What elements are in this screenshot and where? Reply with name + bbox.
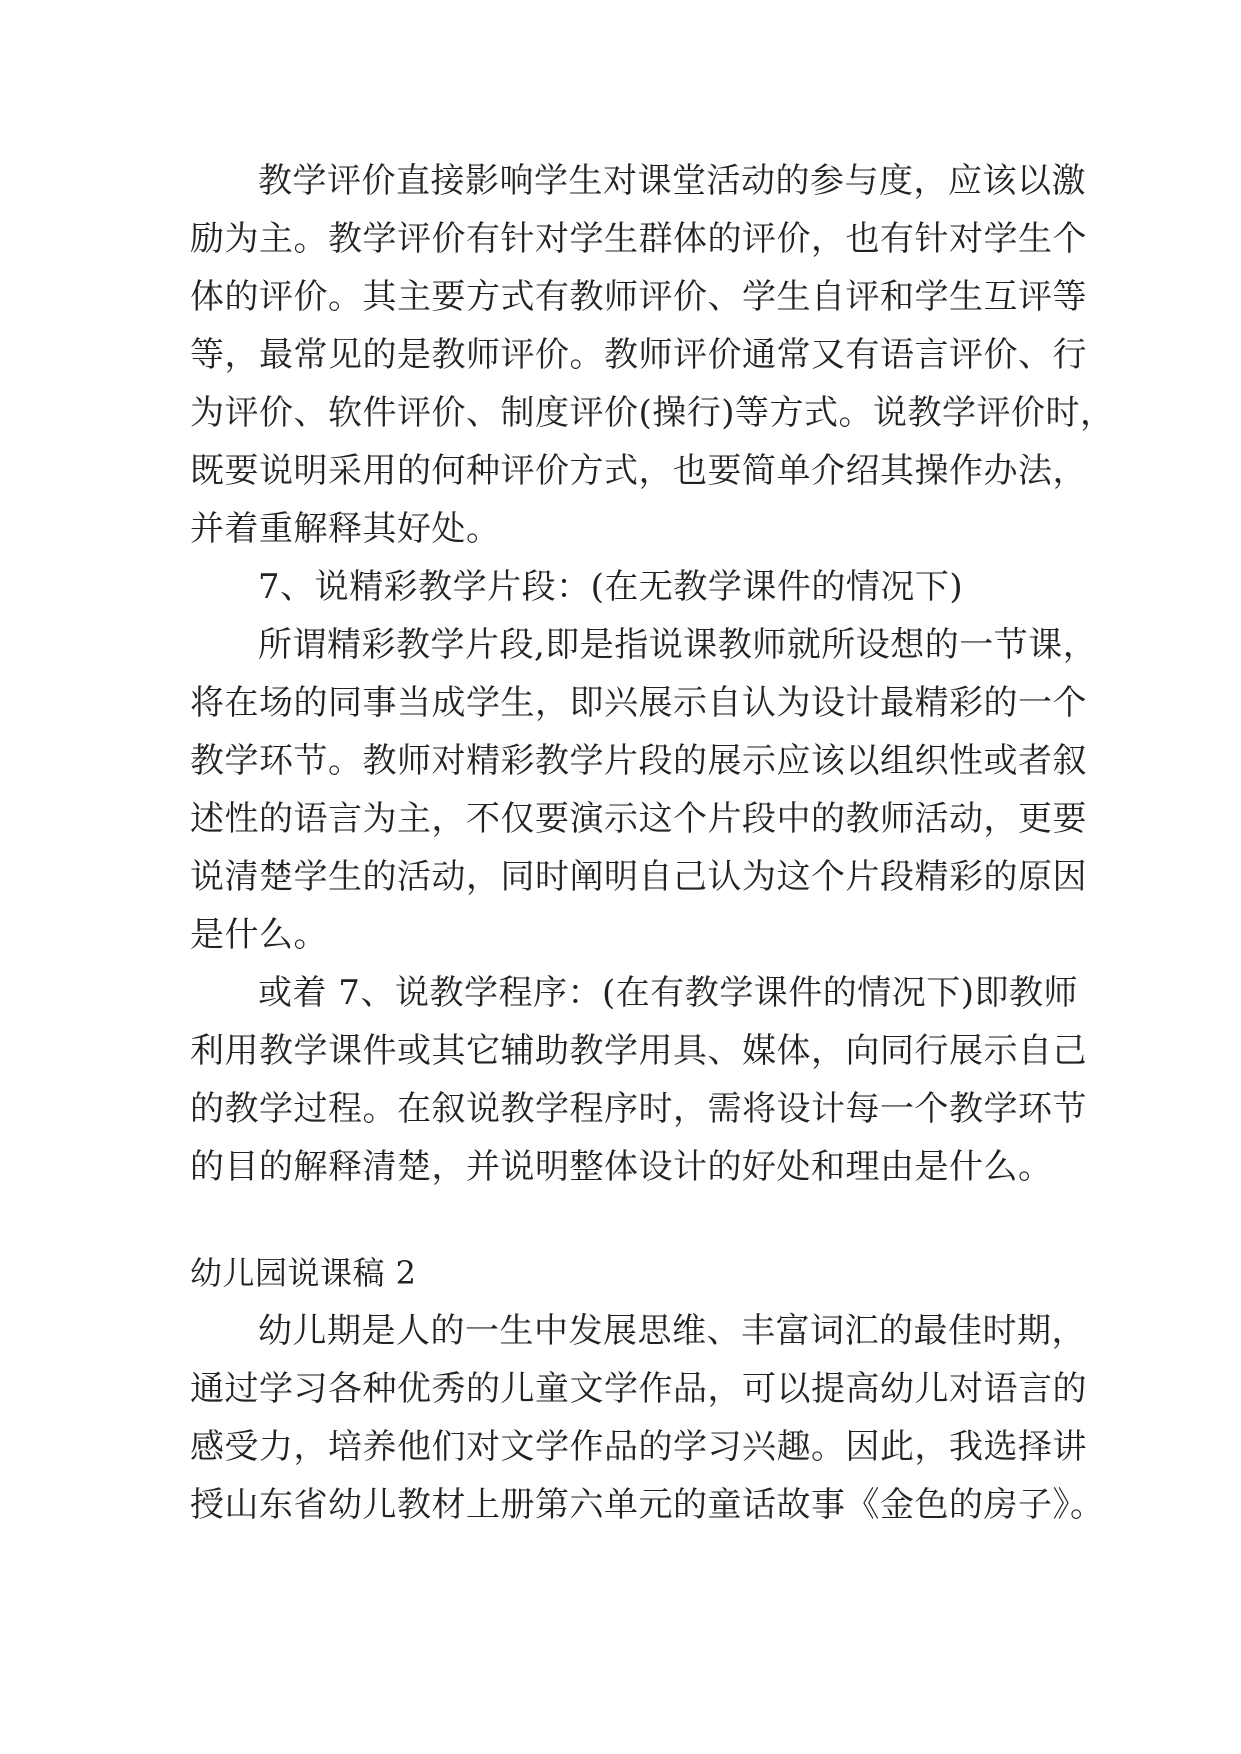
text-line: 授山东省幼儿教材上册第六单元的童话故事《金色的房子》。 — [190, 1485, 1105, 1525]
text-line: 为评价、软件评价、制度评价(操行)等方式。说教学评价时， — [190, 393, 1115, 433]
paragraph-lesson-intro — [190, 1302, 1105, 1534]
text-line: 或着 7、说教学程序：(在有教学课件的情况下)即教师 — [258, 973, 1078, 1013]
text-line: 的目的解释清楚，并说明整体设计的好处和理由是什么。 — [190, 1147, 1053, 1187]
paragraph-highlight-segment — [190, 616, 1098, 964]
text-line: 励为主。教学评价有针对学生群体的评价，也有针对学生个 — [190, 219, 1087, 259]
text-line: 通过学习各种优秀的儿童文学作品，可以提高幼儿对语言的 — [190, 1369, 1087, 1409]
text-line: 幼儿期是人的一生中发展思维、丰富词汇的最佳时期， — [258, 1311, 1086, 1351]
paragraph-section-7-title — [190, 558, 1070, 616]
text-line: 既要说明采用的何种评价方式，也要简单介绍其操作办法， — [190, 451, 1087, 491]
text-line: 并着重解释其好处。 — [190, 509, 501, 549]
section-heading: 幼儿园说课稿 2 — [190, 1254, 417, 1292]
paragraph-teaching-procedure — [190, 964, 1087, 1196]
text-line: 教学评价直接影响学生对课堂活动的参与度，应该以激 — [258, 161, 1086, 201]
text-line: 等，最常见的是教师评价。教师评价通常又有语言评价、行 — [190, 335, 1087, 375]
text-line: 感受力，培养他们对文学作品的学习兴趣。因此，我选择讲 — [190, 1427, 1087, 1467]
text-line: 的教学过程。在叙说教学程序时，需将设计每一个教学环节 — [190, 1089, 1087, 1129]
text-line: 是什么。 — [190, 915, 328, 955]
text-line: 7、说精彩教学片段：(在无教学课件的情况下) — [258, 567, 964, 607]
text-line: 述性的语言为主，不仅要演示这个片段中的教师活动，更要 — [190, 799, 1087, 839]
text-line: 说清楚学生的活动，同时阐明自己认为这个片段精彩的原因 — [190, 857, 1087, 897]
text-line: 所谓精彩教学片段,即是指说课教师就所设想的一节课， — [258, 625, 1098, 665]
text-line: 将在场的同事当成学生，即兴展示自认为设计最精彩的一个 — [190, 683, 1087, 723]
text-line: 体的评价。其主要方式有教师评价、学生自评和学生互评等 — [190, 277, 1087, 317]
text-line: 教学环节。教师对精彩教学片段的展示应该以组织性或者叙 — [190, 741, 1087, 781]
document-page — [190, 152, 1115, 1534]
paragraph-evaluation — [190, 152, 1115, 558]
text-line: 利用教学课件或其它辅助教学用具、媒体，向同行展示自己 — [190, 1031, 1087, 1071]
